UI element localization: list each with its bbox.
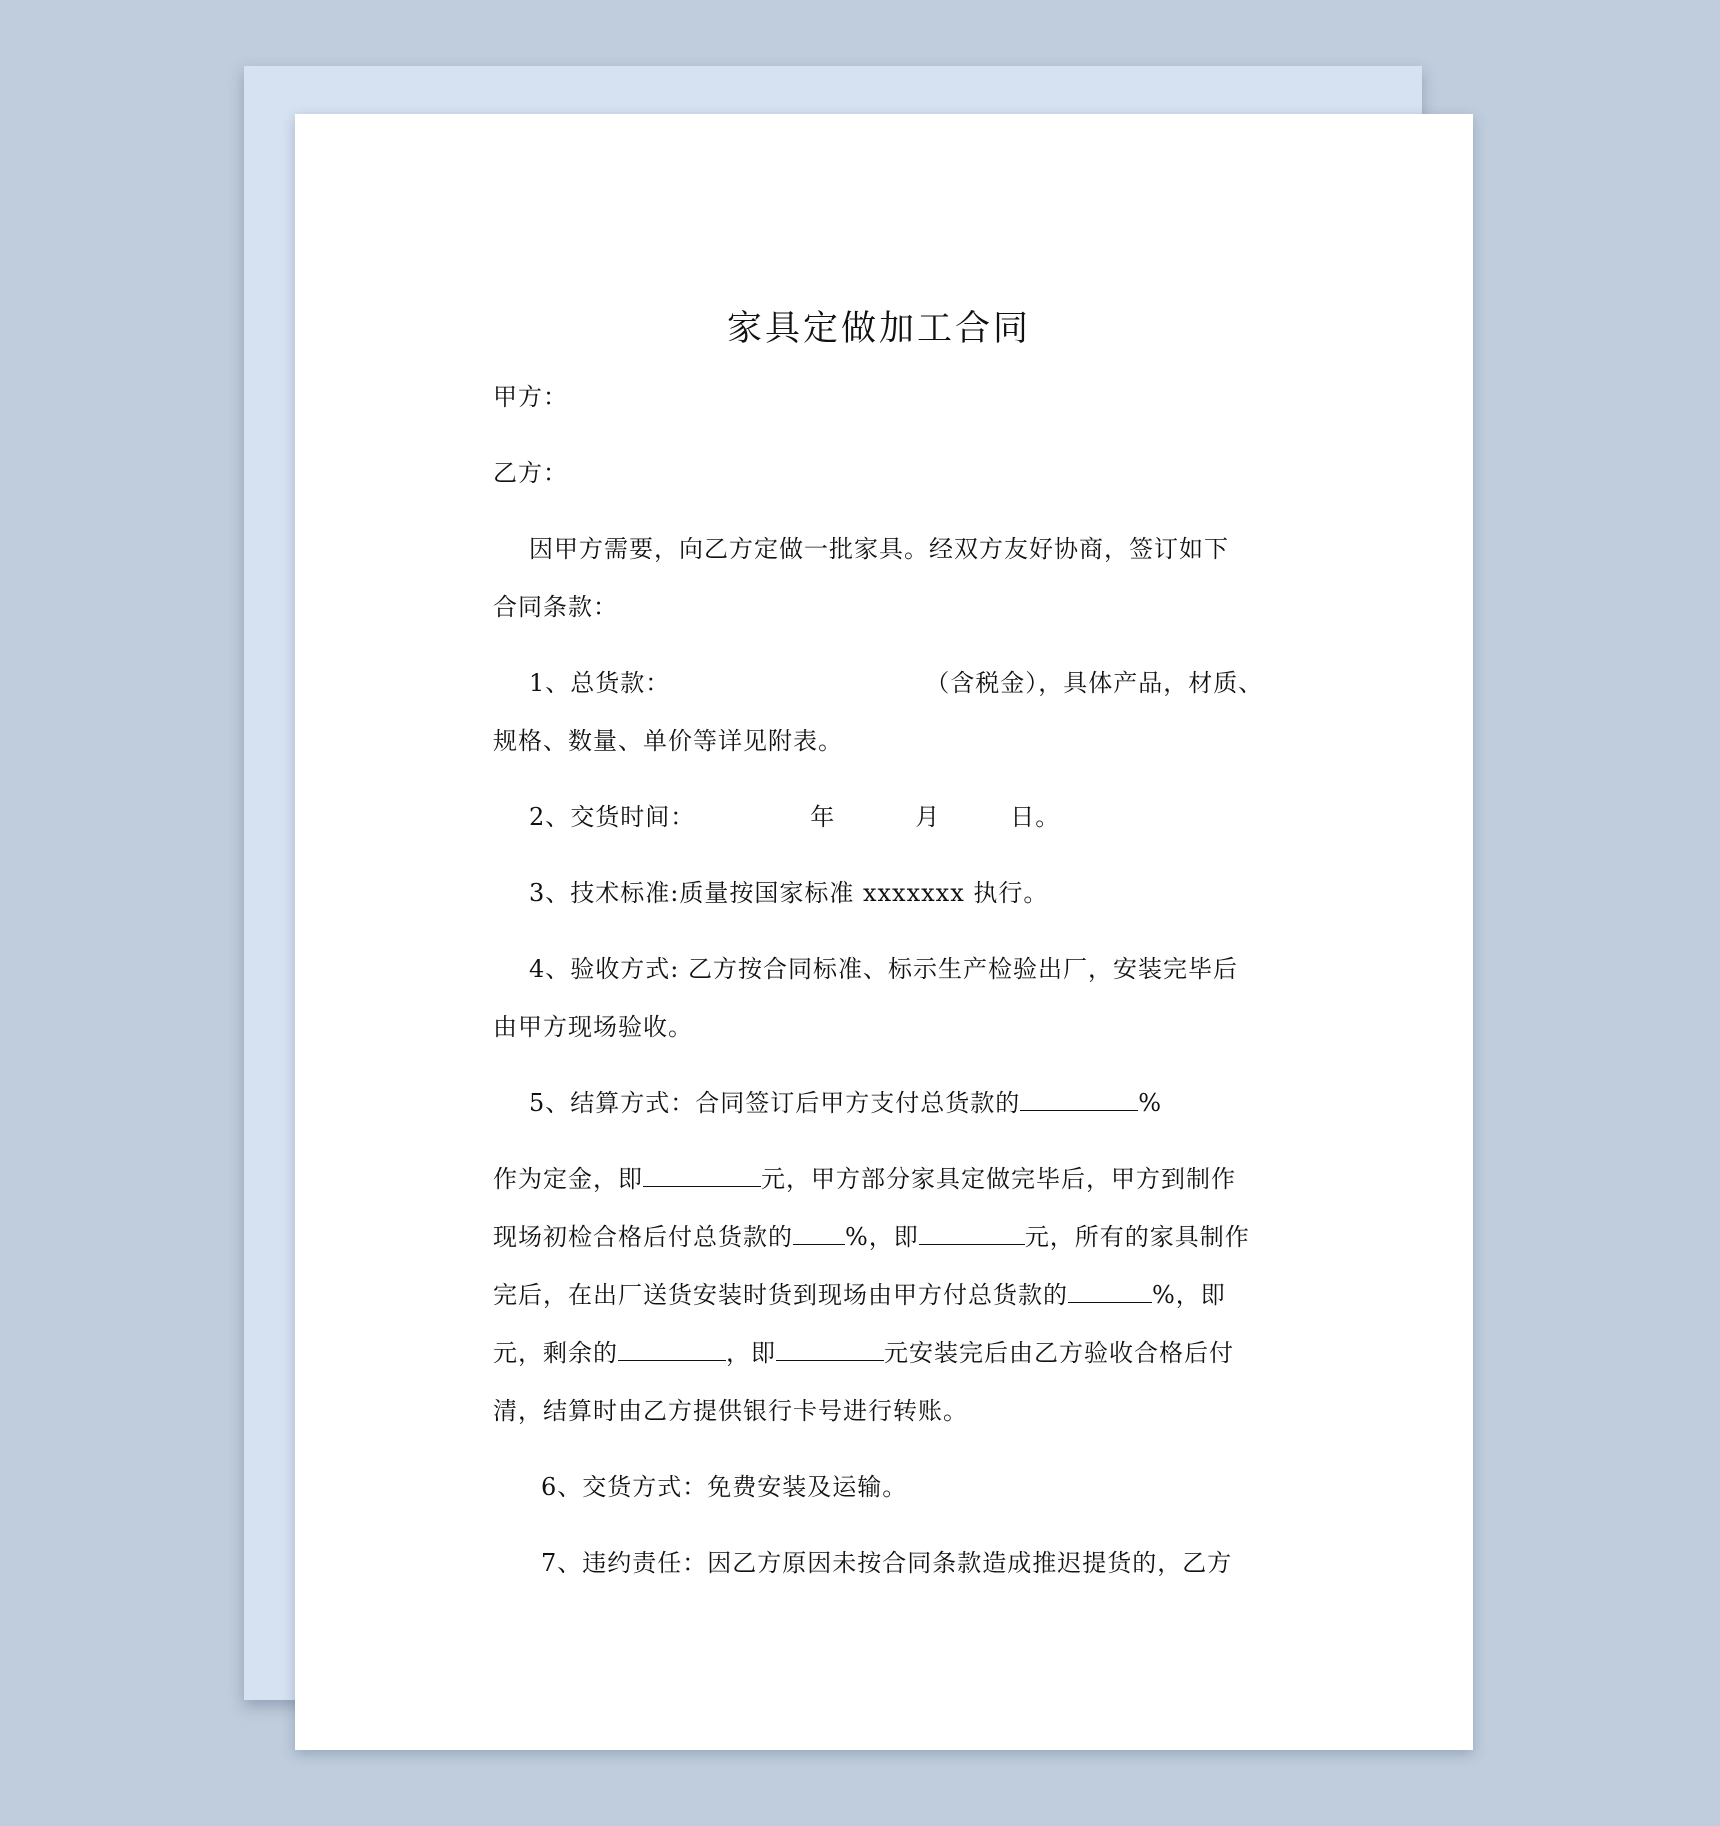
clause-5-line-5 bbox=[493, 1324, 1265, 1382]
delivery-percent-blank bbox=[1068, 1280, 1152, 1303]
inspection-percent-blank bbox=[793, 1222, 845, 1245]
clause-6-line: 6、交货方式：免费安装及运输。 bbox=[541, 1473, 908, 1501]
clause-5-text-b: 元，甲方部分家具定做完毕后，甲方到制作 bbox=[761, 1165, 1236, 1193]
clause-2-year: 年 bbox=[810, 803, 836, 831]
clause-4-line-1: 4、验收方式: 乙方按合同标准、标示生产检验出厂，安装完毕后 bbox=[529, 955, 1238, 983]
party-b-line: 乙方： bbox=[493, 459, 568, 487]
clause-5-text-j: 元安装完后由乙方验收合格后付 bbox=[884, 1339, 1234, 1367]
party-a-line: 甲方： bbox=[493, 383, 568, 411]
clause-1-line-1 bbox=[493, 654, 1265, 712]
clause-5-line-3 bbox=[493, 1208, 1265, 1266]
clause-5-text-a: 作为定金，即 bbox=[493, 1165, 643, 1193]
clause-5-text-g: %，即 bbox=[1152, 1281, 1226, 1309]
clause-1-tax-text: （含税金），具体产品，材质、 bbox=[925, 669, 1264, 697]
clause-1-label: 1、总货款： bbox=[529, 669, 671, 697]
clause-3-line: 3、技术标准:质量按国家标准 xxxxxxx 执行。 bbox=[529, 879, 1049, 907]
clause-5-label: 5、结算方式：合同签订后甲方支付总货款的 bbox=[529, 1089, 1021, 1117]
clause-5-text-d: %，即 bbox=[845, 1223, 919, 1251]
clause-5-line-1 bbox=[493, 1074, 1265, 1132]
contract-document bbox=[493, 304, 1265, 1592]
clause-5-line-6: 清，结算时由乙方提供银行卡号进行转账。 bbox=[493, 1397, 968, 1425]
clause-2-day: 日。 bbox=[1010, 803, 1061, 831]
clause-5-percent-sign: % bbox=[1138, 1089, 1163, 1117]
remaining-blank bbox=[618, 1338, 726, 1361]
clause-2-month: 月 bbox=[915, 803, 941, 831]
contract-title: 家具定做加工合同 bbox=[726, 309, 1031, 349]
clause-5-line-4 bbox=[493, 1266, 1265, 1324]
deposit-amount-blank bbox=[643, 1164, 761, 1187]
intro-line-2: 合同条款： bbox=[493, 593, 618, 621]
clause-7-line: 7、违约责任：因乙方原因未按合同条款造成推迟提货的，乙方 bbox=[541, 1549, 1233, 1577]
clause-5-text-e: 元，所有的家具制作 bbox=[1024, 1223, 1250, 1251]
clause-5-text-f: 完后，在出厂送货安装时货到现场由甲方付总货款的 bbox=[493, 1281, 1068, 1309]
remaining-amount-blank bbox=[776, 1338, 884, 1361]
intro-line-1: 因甲方需要，向乙方定做一批家具。经双方友好协商，签订如下 bbox=[529, 535, 1229, 563]
clause-5-text-i: ，即 bbox=[726, 1339, 776, 1367]
clause-5-text-h: 元，剩余的 bbox=[493, 1339, 618, 1367]
clause-5-line-2 bbox=[493, 1150, 1265, 1208]
inspection-amount-blank bbox=[919, 1222, 1025, 1245]
front-page bbox=[295, 114, 1473, 1750]
clause-2-line bbox=[493, 788, 1265, 846]
clause-1-line-2: 规格、数量、单价等详见附表。 bbox=[493, 727, 843, 755]
deposit-percent-blank bbox=[1020, 1088, 1138, 1111]
clause-5-text-c: 现场初检合格后付总货款的 bbox=[493, 1223, 793, 1251]
clause-4-line-2: 由甲方现场验收。 bbox=[493, 1013, 693, 1041]
clause-2-label: 2、交货时间： bbox=[529, 803, 696, 831]
